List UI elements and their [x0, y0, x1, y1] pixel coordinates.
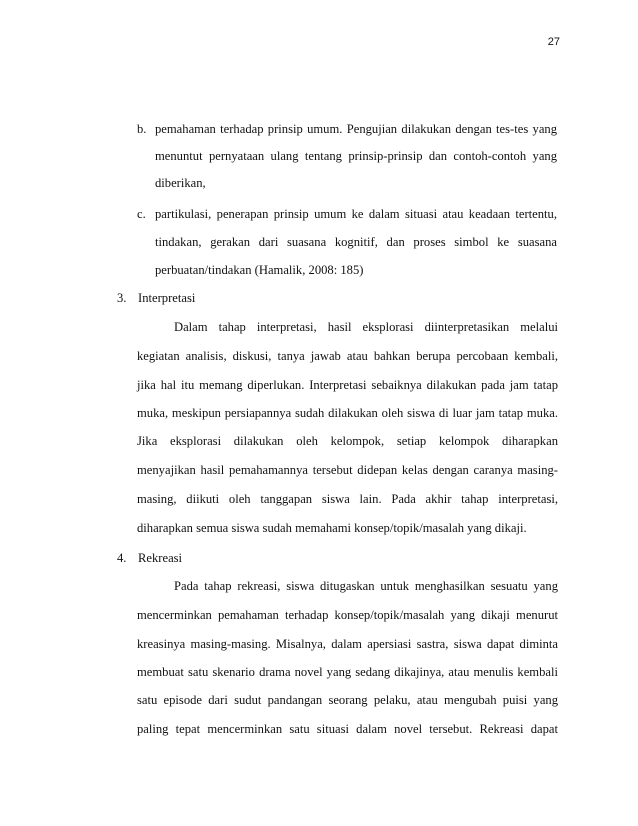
item-c-line: perbuatan/tindakan (Hamalik, 2008: 185): [155, 263, 364, 277]
section-3-line: menyajikan hasil pemahamannya tersebut didepan kelas dengan caranya masing-: [137, 463, 558, 477]
section-3-line: diharapkan semua siswa sudah memahami konsep/topik/masalah yang dikaji.: [137, 521, 527, 535]
section-4-number: 4.: [117, 551, 127, 565]
page-number: 27: [547, 36, 560, 48]
section-3-line: muka, meskipun persiapannya sudah dilakukan oleh siswa di luar jam tatap muka.: [137, 406, 558, 420]
item-c-line: tindakan, gerakan dari suasana kognitif, dan proses simbol ke suasana: [155, 235, 557, 249]
section-4-line: mencerminkan pemahaman terhadap konsep/topik/masalah yang dikaji menurut: [137, 608, 558, 622]
section-3-number: 3.: [117, 291, 127, 305]
section-4-line: membuat satu skenario drama novel yang sedang dikajinya, atau menulis kembali: [137, 665, 558, 679]
item-b-line: menuntut pernyataan ulang tentang prinsip-prinsip dan contoh-contoh yang: [155, 149, 557, 163]
item-b-label: b.: [137, 122, 147, 136]
section-4-line: Pada tahap rekreasi, siswa ditugaskan untuk menghasilkan sesuatu yang: [174, 579, 558, 593]
section-4-title: Rekreasi: [138, 551, 183, 565]
section-4-line: kreasinya masing-masing. Misalnya, dalam apersiasi sastra, siswa dapat diminta: [137, 637, 558, 651]
section-3-line: kegiatan analisis, diskusi, tanya jawab atau bahkan berupa percobaan kembali,: [137, 349, 558, 363]
item-b-line: diberikan,: [155, 176, 206, 190]
item-b-line: pemahaman terhadap prinsip umum. Pengujian dilakukan dengan tes-tes yang: [155, 122, 557, 136]
item-c-line: partikulasi, penerapan prinsip umum ke dalam situasi atau keadaan tertentu,: [155, 207, 557, 221]
section-4-line: paling tepat mencerminkan satu situasi dalam novel tersebut. Rekreasi dapat: [137, 722, 558, 736]
section-3-line: Jika eksplorasi dilakukan oleh kelompok, setiap kelompok diharapkan: [137, 434, 558, 448]
section-3-line: Dalam tahap interpretasi, hasil eksplorasi diinterpretasikan melalui: [174, 320, 558, 334]
section-3-line: jika hal itu memang diperlukan. Interpretasi sebaiknya dilakukan pada jam tatap: [137, 378, 558, 392]
item-c-label: c.: [137, 207, 146, 221]
section-3-line: masing, diikuti oleh tanggapan siswa lain. Pada akhir tahap interpretasi,: [137, 492, 558, 506]
section-4-line: satu episode dari sudut pandangan seorang pelaku, atau mengubah puisi yang: [137, 693, 558, 707]
section-3-title: Interpretasi: [138, 291, 196, 305]
